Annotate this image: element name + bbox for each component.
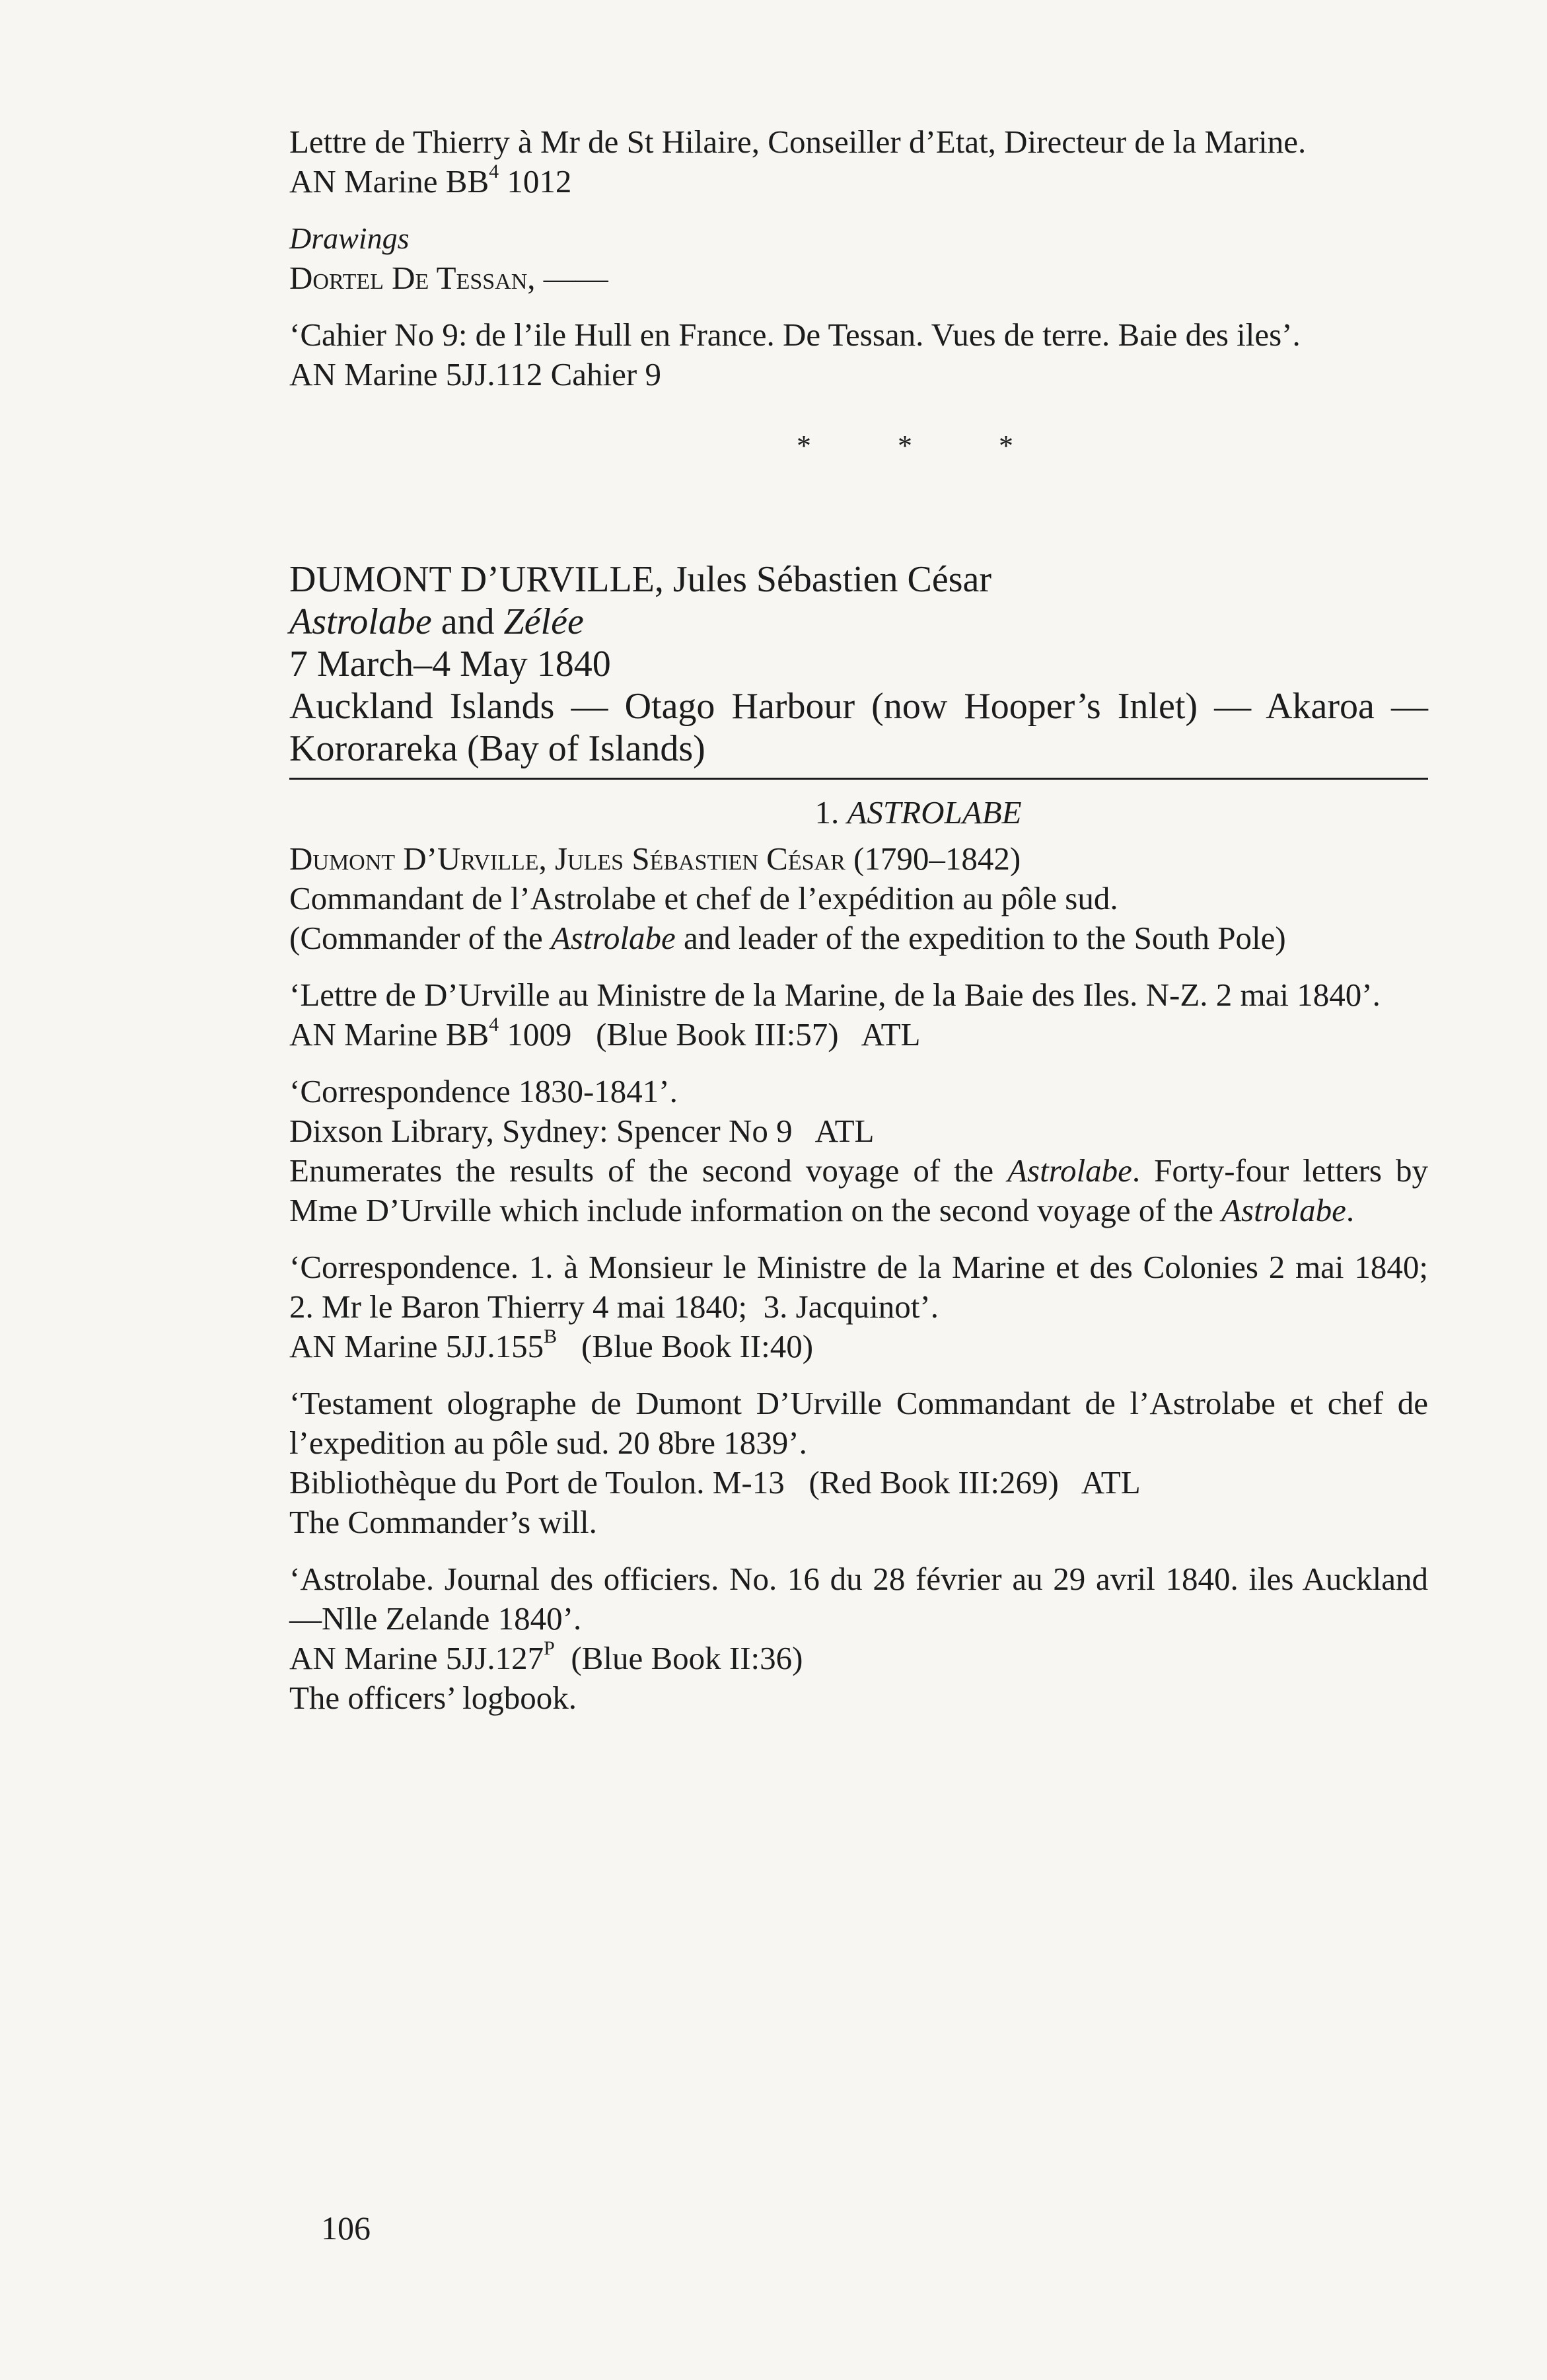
person-role-french: Commandant de l’Astrolabe et chef de l’expédition au pôle sud.: [289, 880, 1118, 916]
item-description: The officers’ logbook.: [289, 1680, 577, 1716]
cahier-reference: AN Marine 5JJ.112 Cahier 9: [289, 356, 661, 392]
item-title: ‘Lettre de D’Urville au Ministre de la Marine, de la Baie des Iles. N-Z. 2 mai 1840’.: [289, 977, 1381, 1013]
archive-reference: AN Marine $BB^4$ 1012: [289, 161, 572, 200]
item-description: The Commander’s will.: [289, 1504, 597, 1540]
expedition-ships: Astrolabe and Zélée: [289, 601, 584, 642]
item-title: ‘Astrolabe. Journal des officiers. No. 16 du 28 février au 29 avril 1840. iles Auckland—Nlle Zelande 1840’.: [289, 1561, 1428, 1637]
page-number: 106: [321, 2210, 371, 2247]
letter-entry: Lettre de Thierry à Mr de St Hilaire, Conseiller d’Etat, Directeur de la Marine.: [289, 124, 1307, 160]
artist-name: Dortel De Tessan, ——: [289, 260, 608, 296]
item-testament: [289, 1384, 1428, 1542]
item-reference: Dixson Library, Sydney: Spencer No 9 ATL: [289, 1113, 875, 1149]
person-entry: [289, 839, 1428, 958]
person-name: Dumont D’Urville, Jules Sébastien César (1790–1842): [289, 840, 1021, 877]
entry-divider: [289, 778, 1428, 780]
page-body: [289, 122, 1445, 1735]
item-correspondence-an: [289, 1247, 1445, 1366]
section-separator-stars: * * *: [797, 429, 1053, 462]
item-reference: Bibliothèque du Port de Toulon. M-13 (Red Book III:269) ATL: [289, 1464, 1141, 1501]
expedition-dates: 7 March–4 May 1840: [289, 644, 611, 685]
cahier-title: ‘Cahier No 9: de l’ile Hull en France. De Tessan. Vues de terre. Baie des iles’.: [289, 316, 1301, 353]
item-description: Enumerates the results of the second voyage of the Astrolabe. Forty-four letters by Mme D’Urville which include information on the second voyage of the Astrolabe.: [289, 1152, 1429, 1228]
section-heading: 1. ASTROLABE: [814, 794, 1022, 831]
drawings-heading: Drawings: [289, 221, 410, 255]
item-reference: AN Marine $5JJ.155^B$ (Blue Book II:40): [289, 1325, 814, 1364]
item-correspondence-dixson: [289, 1072, 1428, 1230]
item-title: ‘Correspondence 1830-1841’.: [289, 1073, 678, 1109]
item-title: ‘Correspondence. 1. à Monsieur le Ministre de la Marine et des Colonies 2 mai 1840; 2. Mr le Baron Thierry 4 mai 1840; 3. Jacquinot’.: [289, 1249, 1445, 1325]
expedition-entry: [289, 558, 1428, 770]
item-reference: AN Marine $5JJ.127^P$ (Blue Book II:36): [289, 1637, 803, 1676]
item-title: ‘Testament olographe de Dumont D’Urville Commandant de l’Astrolabe et chef de l’expedition au pôle sud. 20 8bre 1839’.: [289, 1385, 1428, 1461]
expedition-commander: DUMONT D’URVILLE, Jules Sébastien César: [289, 559, 991, 600]
item-reference: AN Marine $BB^4$ 1009 (Blue Book III:57) ATL: [289, 1014, 921, 1053]
item-journal-officiers: [289, 1559, 1428, 1718]
person-role-english: (Commander of the Astrolabe and leader of the expedition to the South Pole): [289, 920, 1286, 956]
item-letter-ministre: [289, 975, 1428, 1055]
expedition-places: Auckland Islands — Otago Harbour (now Hooper’s Inlet) — Akaroa — Kororareka (Bay of Islands): [289, 686, 1428, 769]
